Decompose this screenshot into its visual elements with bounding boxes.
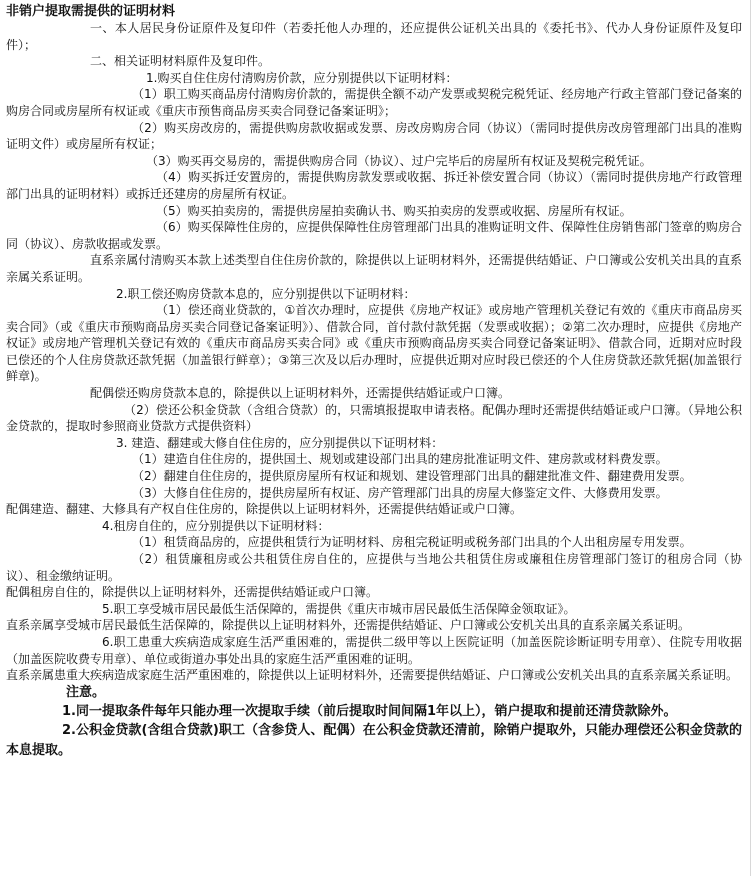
item-2-2: （2）偿还公积金贷款（含组合贷款）的，只需填报提取申请表格。配偶办理时还需提供结婚证或户口簿。（异地公积金贷款的，提取时参照商业贷款方式提供资料） bbox=[6, 402, 742, 434]
document-title: 非销户提取需提供的证明材料 bbox=[6, 4, 176, 19]
item-1-relatives: 直系亲属付清购买本款上述类型自住住房价款的，除提供以上证明材料外，还需提供结婚证、户口簿或公安机关出具的直系亲属关系证明。 bbox=[6, 253, 742, 284]
item-3-spouse: 配偶建造、翻建、大修具有产权自住住房的，除提供以上证明材料外，还需提供结婚证或户口簿。 bbox=[6, 502, 523, 517]
item-4-2: （2）租赁廉租房或公共租赁住房自住的，应提供与当地公共租赁住房或廉租住房管理部门签订的租房合同（协议）、租金缴纳证明。 bbox=[6, 552, 742, 583]
item-1-2: （2）购买房改房的，需提供购房款收据或发票、房改房购房合同（协议）（需同时提供房改房管理部门出具的准购证明文件）或房屋所有权证； bbox=[6, 120, 742, 152]
item-1-3: （3）购买再交易房的，需提供购房合同（协议）、过户完毕后的房屋所有权证及契税完税凭证。 bbox=[146, 153, 652, 168]
note-2: 2.公积金贷款(含组合贷款)职工（含参贷人、配偶）在公积金贷款还清前，除销户提取外，只能办理偿还公积金贷款的本息提取。 bbox=[6, 723, 742, 758]
item-4-heading: 4.租房自住的，应分别提供以下证明材料： bbox=[102, 518, 330, 533]
item-3-1: （1）建造自住住房的，提供国土、规划或建设部门出具的建房批准证明文件、建房款或材料费发票。 bbox=[132, 452, 668, 467]
item-4-1: （1）租赁商品房的，应提供租赁行为证明材料、房租完税证明或税务部门出具的个人出租房屋专用发票。 bbox=[132, 535, 692, 550]
item-2-1: （1）偿还商业贷款的，①首次办理时，应提供《房地产权证》或房地产管理机关登记有效的《重庆市商品房买卖合同》（或《重庆市预购商品房买卖合同登记备案证明》）、借款合同，首付款付款凭据（发票或收据）；②第二次办理时，应提供《房地产权证》或房地产管理机关登记有效的《重庆市商品房买卖合同》或《重庆市预购商品房买卖合同登记备案证明》、借款合同，近期对应时段已偿还的个人住房贷款还款凭据（加盖银行鲜章）；③第三次及以后办理时，应提供近期对应时段已偿还的个人住房贷款还款凭据(加盖银行鲜章)。 bbox=[6, 303, 742, 384]
item-1-1: （1）职工购买商品房付清购房价款的，需提供全额不动产发票或契税完税凭证、经房地产行政主管部门登记备案的购房合同或房屋所有权证或《重庆市预售商品房买卖合同登记备案证明》； bbox=[6, 87, 742, 118]
item-3-heading: 3. 建造、翻建或大修自住住房的，应分别提供以下证明材料： bbox=[116, 435, 444, 450]
section-two: 二、相关证明材料原件及复印件。 bbox=[90, 54, 271, 69]
item-5-relatives: 直系亲属享受城市居民最低生活保障的，除提供以上证明材料外，还需提供结婚证、户口簿或公安机关出具的直系亲属关系证明。 bbox=[6, 618, 691, 633]
note-1: 1.同一提取条件每年只能办理一次提取手续（前后提取时间间隔1年以上），销户提取和提前还清贷款除外。 bbox=[62, 703, 677, 719]
item-6-relatives: 直系亲属患重大疾病造成家庭生活严重困难的，除提供以上证明材料外，还需要提供结婚证、户口簿或公安机关出具的直系亲属关系证明。 bbox=[6, 668, 739, 683]
item-4-spouse: 配偶租房自住的，除提供以上证明材料外，还需提供结婚证或户口簿。 bbox=[6, 585, 379, 600]
item-5-heading: 5.职工享受城市居民最低生活保障的，需提供《重庆市城市居民最低生活保障金领取证》。 bbox=[102, 601, 576, 616]
item-2-spouse: 配偶偿还购房贷款本息的，除提供以上证明材料外，还需提供结婚证或户口簿。 bbox=[90, 386, 511, 401]
section-one: 一、本人居民身份证原件及复印件（若委托他人办理的，还应提供公证机关出具的《委托书》、代办人身份证原件及复印件）； bbox=[6, 21, 742, 52]
notes-title: 注意。 bbox=[66, 684, 106, 700]
item-2-heading: 2.职工偿还购房贷款本息的，应分别提供以下证明材料： bbox=[116, 286, 416, 301]
item-1-5: （5）购买拍卖房的，需提供房屋拍卖确认书、购买拍卖房的发票或收据、房屋所有权证。 bbox=[156, 203, 632, 218]
item-3-2: （2）翻建自住住房的，提供原房屋所有权证和规划、建设管理部门出具的翻建批准文件、翻建费用发票。 bbox=[132, 469, 692, 484]
item-1-6: （6）购买保障性住房的，应提供保障性住房管理部门出具的准购证明文件、保障性住房销售部门签章的购房合同（协议）、房款收据或发票。 bbox=[6, 220, 742, 251]
item-1-heading: 1.购买自住住房付清购房价款，应分别提供以下证明材料： bbox=[146, 70, 458, 85]
item-3-3: （3）大修自住住房的，提供房屋所有权证、房产管理部门出具的房屋大修鉴定文件、大修费用发票。 bbox=[132, 485, 668, 500]
item-1-4: （4）购买拆迁安置房的，需提供购房款发票或收据、拆迁补偿安置合同（协议）（需同时提供房地产行政管理部门出具的证明材料）或拆迁还建房的房屋所有权证。 bbox=[6, 170, 742, 201]
item-6-heading: 6.职工患重大疾病造成家庭生活严重困难的，需提供二级甲等以上医院证明（加盖医院诊断证明专用章）、住院专用收据（加盖医院收费专用章）、单位或街道办事处出具的家庭生活严重困难的证明。 bbox=[6, 634, 742, 666]
